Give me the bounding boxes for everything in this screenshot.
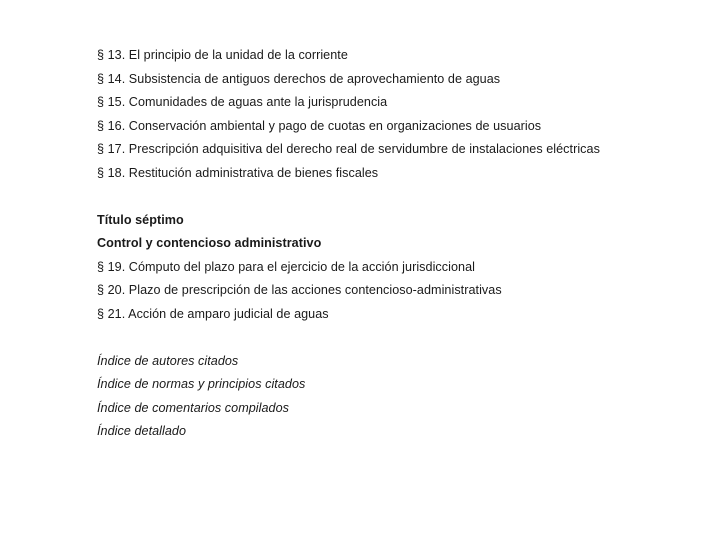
index-authors: Índice de autores citados [97, 353, 239, 368]
title-heading: Título séptimo [97, 212, 184, 227]
toc-entry-section-18: § 18. Restitución administrativa de bienes fiscales [97, 165, 379, 180]
toc-entry-section-19: § 19. Cómputo del plazo para el ejercicio de la acción jurisdiccional [97, 259, 475, 274]
index-detailed: Índice detallado [97, 424, 187, 438]
index-norms: Índice de normas y principios citados [97, 377, 306, 391]
toc-entry-section-20: § 20. Plazo de prescripción de las acciones contencioso-administrativas [97, 283, 502, 297]
toc-entry-section-16: § 16. Conservación ambiental y pago de cuotas en organizaciones de usuarios [97, 118, 542, 133]
spacer [97, 185, 707, 209]
toc-entry-section-17: § 17. Prescripción adquisitiva del derecho real de servidumbre de instalaciones eléctricas [97, 142, 600, 156]
toc-entry-section-15: § 15. Comunidades de aguas ante la jurisprudencia [97, 95, 388, 109]
toc-entry-section-13: § 13. El principio de la unidad de la corriente [97, 48, 348, 62]
index-comments: Índice de comentarios compilados [97, 400, 290, 415]
spacer [97, 326, 707, 350]
title-subheading: Control y contencioso administrativo [97, 236, 322, 250]
toc-entry-section-21: § 21. Acción de amparo judicial de aguas [97, 306, 329, 321]
toc-entry-section-14: § 14. Subsistencia de antiguos derechos de aprovechamiento de aguas [97, 71, 501, 86]
table-of-contents [97, 44, 707, 444]
